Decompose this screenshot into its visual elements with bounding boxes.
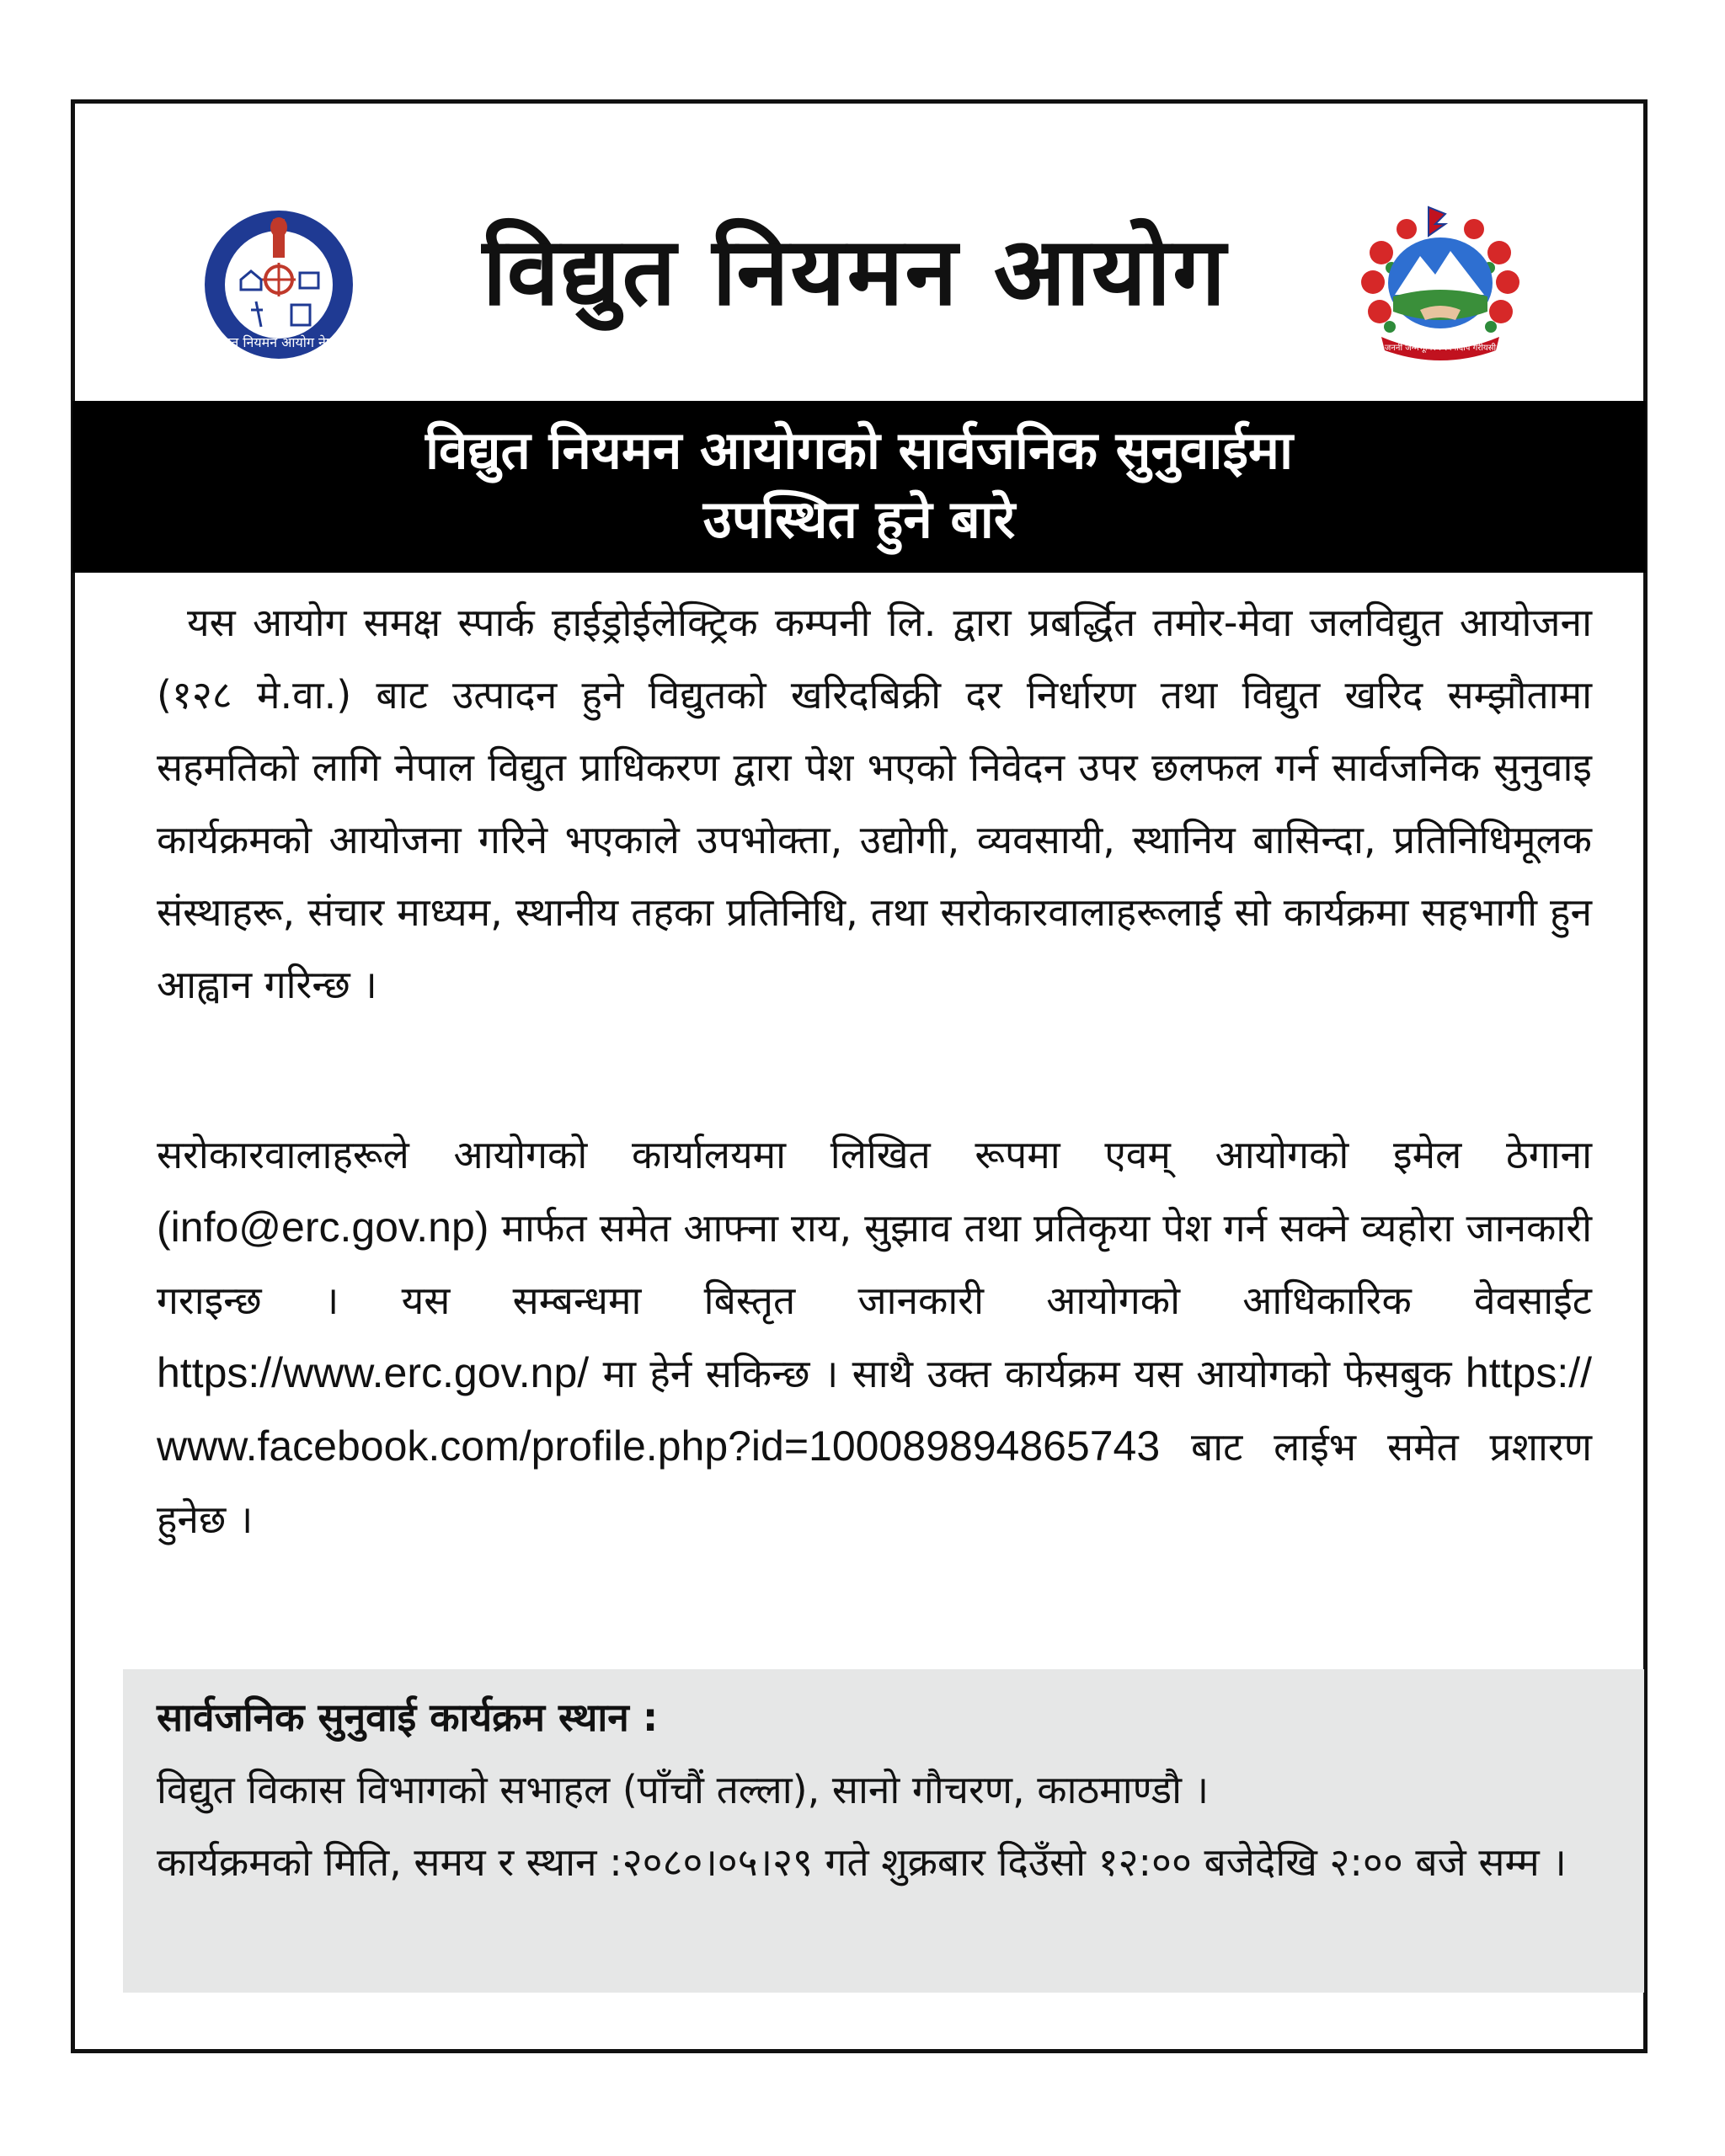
notice-title-banner	[72, 401, 1646, 573]
organization-name: विद्युत नियमन आयोग	[482, 217, 1228, 327]
coat-of-arms-ribbon-text: जननी जन्मभूमिश्च स्वर्गादपि गरीयसी	[1384, 344, 1497, 353]
email-link[interactable]: (info@erc.gov.np)	[157, 1203, 489, 1251]
banner-title-line2: उपस्थित हुने बारे	[702, 488, 1016, 550]
venue-heading: सार्वजनिक सुनुवाई कार्यक्रम स्थान :	[157, 1694, 659, 1740]
website-link[interactable]: https://www.erc.gov.np/	[157, 1349, 590, 1396]
venue-info-box	[123, 1669, 1644, 1993]
notice-paragraph-1: यस आयोग समक्ष स्पार्क हाईड्रोईलेक्ट्रिक कम्पनी लि. द्वारा प्रबर्द्धित तमोर-मेवा जलविद्युत आयोजना (१२८ मे.वा.) बाट उत्पादन हुने विद्युतको खरिदबिक्री दर निर्धारण तथा विद्युत खरिद सम्झौतामा सहमतिको लागि नेपाल विद्युत प्राधिकरण द्वारा पेश भएको निवेदन उपर छलफल गर्न सार्वजनिक सुनुवाइ कार्यक्रमको आयोजना गरिने भएकाले उपभोक्ता, उद्योगी, व्यवसायी, स्थानिय बासिन्दा, प्रतिनिधिमूलक संस्थाहरू, संचार माध्यम, स्थानीय तहका प्रतिनिधि, तथा सरोकारवालाहरूलाई सो कार्यक्रमा सहभागी हुन आह्वान गरिन्छ ।	[157, 600, 1592, 1007]
paragraph-2-text-c: मा हेर्न सकिन्छ । साथै उक्त कार्यक्रम यस आयोगको फेसबुक	[602, 1351, 1452, 1396]
venue-schedule: कार्यक्रमको मिति, समय र स्थान :२०८०।०५।२९ गते शुक्रबार दिउँसो १२:०० बजेदेखि २:०० बजे सम्म ।	[157, 1839, 1567, 1885]
banner-title-line1: विद्युत नियमन आयोगको सार्वजनिक सुनुवाईमा	[425, 419, 1294, 481]
paragraph-2-text-d: बाट लाईभ समेत प्रशारण हुनेछ ।	[157, 1424, 1592, 1542]
nepal-coat-of-arms-icon	[1348, 202, 1533, 362]
paragraph-2-text-b: मार्फत समेत आफ्ना राय, सुझाव तथा प्रतिकृया पेश गर्न सक्ने व्यहोरा जानकारी गराइन्छ । यस सम्बन्धमा बिस्तृत जानकारी आयोगको आधिकारिक वेवसाईट	[157, 1205, 1592, 1323]
paragraph-2-text-a: सरोकारवालाहरूले आयोगको कार्यालयमा लिखित रूपमा एवम् आयोगको इमेल ठेगाना	[157, 1132, 1592, 1177]
facebook-link[interactable]: https://www.facebook.com/profile.php?id=100089894865743	[157, 1349, 1592, 1470]
erc-emblem-icon	[199, 202, 359, 362]
notice-paragraph-2	[157, 1118, 1592, 1556]
erc-emblem-ring-text: विद्युत नियमन आयोग नेपाल	[211, 334, 346, 350]
venue-location: विद्युत विकास विभागको सभाहल (पाँचौं तल्ला), सानो गौचरण, काठमाण्डौ ।	[157, 1767, 1210, 1812]
